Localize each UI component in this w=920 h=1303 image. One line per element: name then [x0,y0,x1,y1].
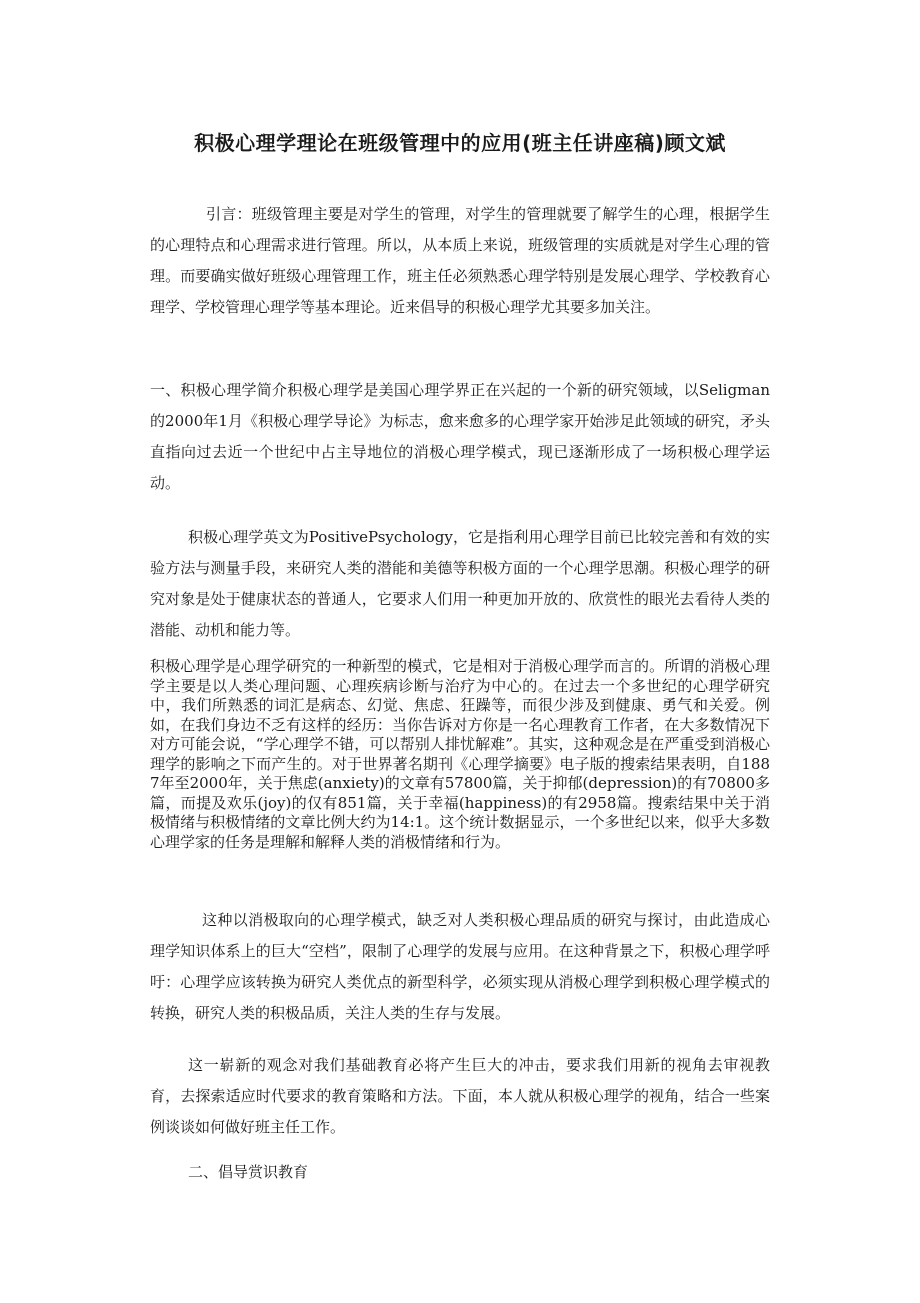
intro-paragraph: 引言：班级管理主要是对学生的管理，对学生的管理就要了解学生的心理，根据学生的心理特点和心理需求进行管理。所以，从本质上来说，班级管理的实质就是对学生心理的管理。而要确实做好班级心理管理工作，班主任必须熟悉心理学特别是发展心理学、学校教育心理学、学校管理心理学等基本理论。近来倡导的积极心理学尤其要多加关注。 [150,205,770,316]
new-view-paragraph: 这一崭新的观念对我们基础教育必将产生巨大的冲击，要求我们用新的视角去审视教育，去探索适应时代要求的教育策略和方法。下面，本人就从积极心理学的视角，结合一些案例谈谈如何做好班主任工作。 [150,1056,770,1136]
section-2-heading: 二、倡导赏识教育 [188,1163,309,1181]
psychology-mode-paragraph: 这种以消极取向的心理学模式，缺乏对人类积极心理品质的研究与探讨，由此造成心理学知识体系上的巨大“空档”，限制了心理学的发展与应用。在这种背景之下，积极心理学呼吁：心理学应该转换为研究人类优点的新型科学，必须实现从消极心理学到积极心理学模式的转换，研究人类的积极品质，关注人类的生存与发展。 [150,911,770,1022]
positive-psychology-paragraph: 积极心理学英文为PositivePsychology，它是指利用心理学目前已比较完善和有效的实验方法与测量手段，来研究人类的潜能和美德等积极方面的一个心理学思潮。积极心理学的研究对象是处于健康状态的普通人，它要求人们用一种更加开放的、欣赏性的眼光去看待人类的潜能、动机和能力等。 [150,528,770,639]
document-title: 积极心理学理论在班级管理中的应用(班主任讲座稿)顾文斌 [194,131,726,155]
section-1-paragraph: 一、积极心理学简介积极心理学是美国心理学界正在兴起的一个新的研究领域，以Seligman的2000年1月《积极心理学导论》为标志，愈来愈多的心理学家开始涉足此领域的研究，矛头直指向过去近一个世纪中占主导地位的消极心理学模式，现已逐渐形成了一场积极心理学运动。 [150,381,770,492]
negative-psychology-paragraph: 积极心理学是心理学研究的一种新型的模式，它是相对于消极心理学而言的。所谓的消极心理学主要是以人类心理问题、心理疾病诊断与治疗为中心的。在过去一个多世纪的心理学研究中，我们所熟悉的词汇是病态、幻觉、焦虑、狂躁等，而很少涉及到健康、勇气和关爱。例如，在我们身边不乏有这样的经历：当你告诉对方你是一名心理教育工作者，在大多数情况下对方可能会说，“学心理学不错，可以帮别人排忧解难”。其实，这种观念是在严重受到消极心理学的影响之下而产生的。对于世界著名期刊《心理学摘要》电子版的搜索结果表明，自1887年至2000年，关于焦虑(anxiety)的文章有57800篇，关于抑郁(depression)的有70800多篇，而提及欢乐(joy)的仅有851篇，关于幸福(happiness)的有2958篇。搜索结果中关于消极情绪与积极情绪的文章比例大约为14:1。这个统计数据显示，一个多世纪以来，似乎大多数心理学家的任务是理解和解释人类的消极情绪和行为。 [150,657,770,851]
